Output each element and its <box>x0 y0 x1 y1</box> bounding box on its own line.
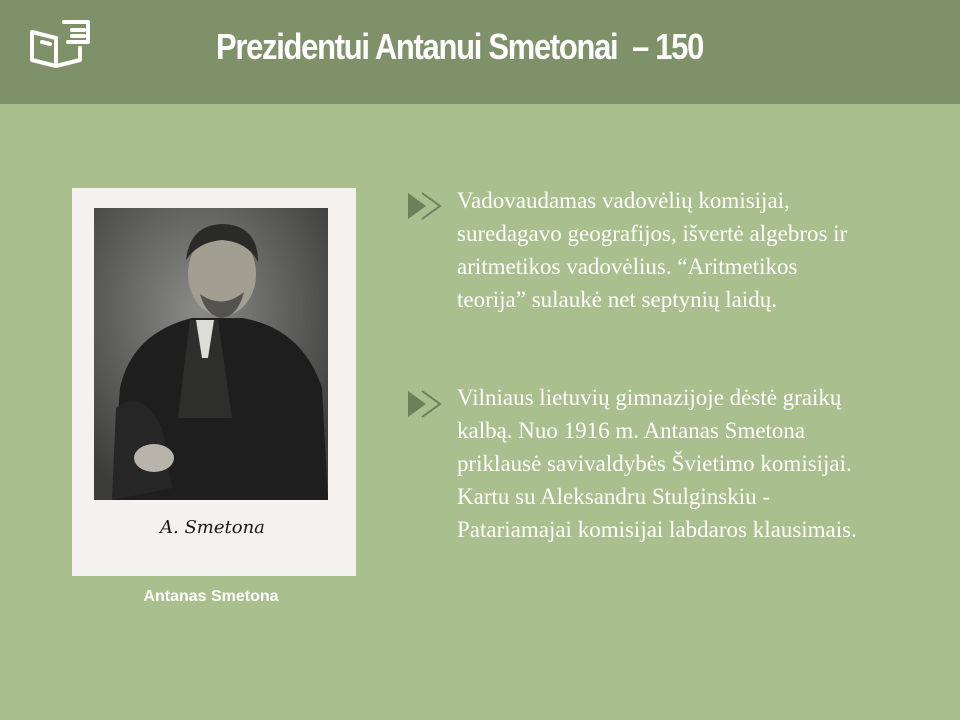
double-chevron-right-icon <box>406 191 454 221</box>
bullet-text-2: Vilniaus lietuvių gimnazijoje dėstė graikų kalbą. Nuo 1916 m. Antanas Smetona priklausė savivaldybės Švietimo komisijai. Kartu su Aleksandru Stulginskiu - Patariamajai komisijai labdaros klausimais. <box>457 385 857 542</box>
bullet-text-1: Vadovaudamas vadovėlių komisijai, suredagavo geografijos, išvertė algebros ir aritmetikos vadovėlius. “Aritmetikos teorija” sulaukė net septynių laidų. <box>457 188 848 312</box>
signature: A. Smetona <box>160 517 265 538</box>
double-chevron-right-icon <box>406 389 454 419</box>
header-bar <box>0 0 960 104</box>
open-book-icon <box>28 18 92 74</box>
page-title: Prezidentui Antanui Smetonai – 150 <box>216 26 704 67</box>
portrait-photo <box>72 188 356 576</box>
photo-caption: Antanas Smetona <box>143 588 279 605</box>
